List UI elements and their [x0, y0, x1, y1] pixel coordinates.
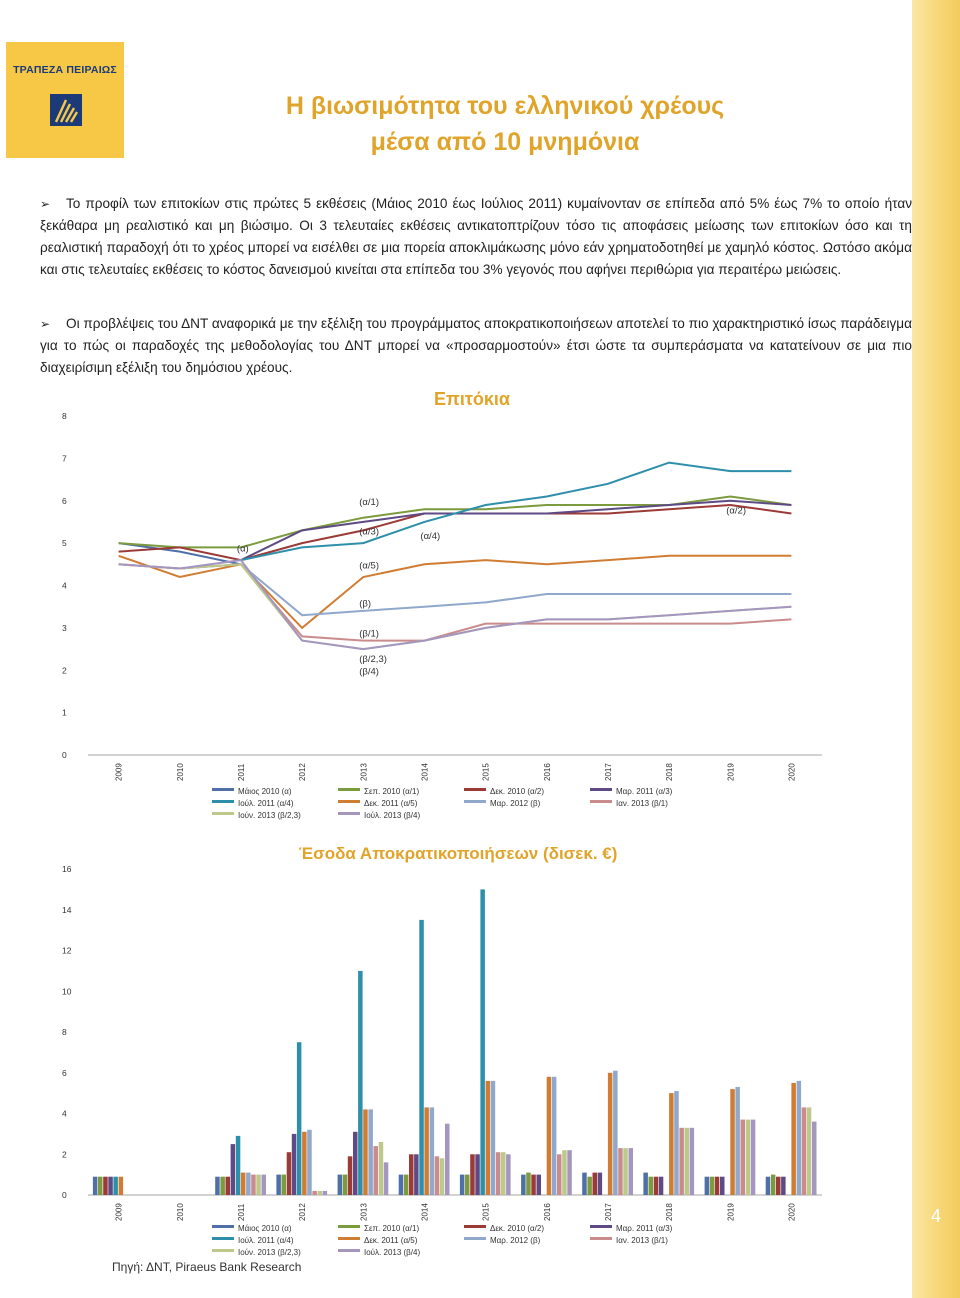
- page-number: 4: [930, 1206, 941, 1226]
- legend-label: Σεπ. 2010 (α/1): [364, 787, 420, 796]
- bar: [562, 1150, 567, 1195]
- x-tick-label: 2010: [175, 763, 185, 781]
- bar: [470, 1154, 475, 1195]
- bar: [231, 1144, 236, 1195]
- paragraph-privatisation: [40, 313, 912, 379]
- bar: [424, 1107, 429, 1195]
- bar: [766, 1177, 771, 1195]
- legend-swatch: [464, 1225, 486, 1228]
- bar: [526, 1173, 531, 1195]
- x-tick-label: 2017: [603, 763, 613, 781]
- bar: [690, 1128, 695, 1195]
- bar: [501, 1152, 506, 1195]
- line-annotation: (α/5): [359, 560, 379, 572]
- bar: [496, 1152, 501, 1195]
- legend-label: Ιούν. 2013 (β/2,3): [238, 1248, 301, 1257]
- bar: [404, 1175, 409, 1195]
- y-tick-label: 1: [62, 707, 67, 718]
- legend-swatch: [212, 800, 234, 803]
- x-tick-label: 2018: [665, 1203, 675, 1221]
- bar: [685, 1128, 690, 1195]
- y-tick-label: 12: [62, 945, 72, 956]
- bar: [776, 1177, 781, 1195]
- y-tick-label: 4: [62, 580, 67, 591]
- bar: [547, 1077, 552, 1195]
- bar: [113, 1177, 118, 1195]
- bar: [629, 1148, 634, 1195]
- bar: [802, 1107, 807, 1195]
- bar: [506, 1154, 511, 1195]
- x-tick-label: 2014: [420, 763, 430, 781]
- x-tick-label: 2018: [665, 763, 675, 781]
- bar: [552, 1077, 557, 1195]
- x-tick-label: 2016: [542, 1203, 552, 1221]
- legend-label: Μάιος 2010 (α): [238, 787, 292, 796]
- page-subtitle: μέσα από 10 μνημόνια: [370, 128, 640, 156]
- legend-label: Μαρ. 2011 (α/3): [616, 1224, 673, 1233]
- y-tick-label: 16: [62, 864, 72, 874]
- bar: [440, 1158, 445, 1195]
- y-tick-label: 6: [62, 495, 67, 506]
- bar: [236, 1136, 241, 1195]
- line-annotation: (α/3): [359, 526, 379, 538]
- bar: [246, 1173, 251, 1195]
- bar: [705, 1177, 710, 1195]
- bar: [348, 1156, 353, 1195]
- legend-label: Ιούλ. 2013 (β/4): [364, 811, 421, 820]
- x-tick-label: 2010: [175, 1203, 185, 1221]
- legend-swatch: [338, 1225, 360, 1228]
- bar: [358, 971, 363, 1195]
- bar: [781, 1177, 786, 1195]
- bar: [276, 1175, 281, 1195]
- bar: [623, 1148, 628, 1195]
- bar: [251, 1175, 256, 1195]
- legend-swatch: [338, 812, 360, 815]
- bar: [215, 1177, 220, 1195]
- legend-label: Ιούλ. 2011 (α/4): [238, 799, 294, 808]
- legend-swatch: [590, 788, 612, 791]
- bar: [93, 1177, 98, 1195]
- bank-name: ΤΡΑΠΕΖΑ ΠΕΙΡΑΙΩΣ: [13, 64, 117, 76]
- bar: [108, 1177, 113, 1195]
- line-annotation: (β/2,3): [359, 653, 387, 665]
- x-tick-label: 2017: [603, 1203, 613, 1221]
- legend-swatch: [464, 1237, 486, 1240]
- bar: [812, 1122, 817, 1195]
- bullet-arrow-icon: ➢: [40, 197, 51, 211]
- bar: [318, 1191, 323, 1195]
- legend-swatch: [590, 1225, 612, 1228]
- bar: [419, 920, 424, 1195]
- bar: [598, 1173, 603, 1195]
- legend-swatch: [338, 788, 360, 791]
- bar: [593, 1173, 598, 1195]
- bar: [475, 1154, 480, 1195]
- bar: [480, 889, 485, 1195]
- bar: [282, 1175, 287, 1195]
- bar: [435, 1156, 440, 1195]
- bar: [791, 1083, 796, 1195]
- line-annotation: (β/4): [359, 666, 379, 678]
- bullet-arrow-icon: ➢: [40, 317, 51, 331]
- line-annotation: (α/1): [359, 496, 379, 508]
- bar: [730, 1089, 735, 1195]
- x-tick-label: 2019: [726, 1203, 736, 1221]
- bar: [720, 1177, 725, 1195]
- bar: [414, 1154, 419, 1195]
- legend-swatch: [464, 788, 486, 791]
- legend-label: Μαρ. 2012 (β): [490, 1236, 541, 1245]
- bar: [226, 1177, 231, 1195]
- legend-swatch: [590, 1237, 612, 1240]
- y-tick-label: 0: [62, 1190, 67, 1200]
- bar: [256, 1175, 261, 1195]
- x-tick-label: 2013: [359, 763, 369, 781]
- logo-mark-icon: [50, 94, 82, 126]
- bar: [312, 1191, 317, 1195]
- bar: [343, 1175, 348, 1195]
- bar: [465, 1175, 470, 1195]
- bar: [384, 1162, 389, 1195]
- bank-logo: [6, 42, 124, 158]
- bar: [338, 1175, 343, 1195]
- bar: [751, 1120, 756, 1195]
- x-tick-label: 2019: [726, 763, 736, 781]
- bar: [746, 1120, 751, 1195]
- x-tick-label: 2015: [481, 763, 491, 781]
- bar: [618, 1148, 623, 1195]
- legend-label: Δεκ. 2010 (α/2): [490, 1224, 544, 1233]
- bar: [409, 1154, 414, 1195]
- legend-label: Μαρ. 2011 (α/3): [616, 787, 673, 796]
- bar: [297, 1042, 302, 1195]
- legend-swatch: [212, 1237, 234, 1240]
- bar: [430, 1107, 435, 1195]
- bar: [307, 1130, 312, 1195]
- series-line: [241, 501, 792, 560]
- y-tick-label: 8: [62, 411, 67, 421]
- bar: [807, 1107, 812, 1195]
- bar: [669, 1093, 674, 1195]
- y-tick-label: 6: [62, 1067, 67, 1078]
- bar: [292, 1134, 297, 1195]
- series-line: [119, 564, 792, 640]
- legend-swatch: [212, 1225, 234, 1228]
- bar: [287, 1152, 292, 1195]
- legend-label: Ιούλ. 2013 (β/4): [364, 1248, 421, 1257]
- bar: [679, 1128, 684, 1195]
- bar: [220, 1177, 225, 1195]
- bar: [491, 1081, 496, 1195]
- y-tick-label: 2: [62, 1149, 67, 1160]
- y-tick-label: 0: [62, 750, 67, 760]
- series-line: [119, 564, 792, 649]
- bar: [531, 1175, 536, 1195]
- bar: [486, 1081, 491, 1195]
- legend-swatch: [212, 812, 234, 815]
- line-annotation: (α/4): [420, 530, 441, 542]
- legend-label: Μάιος 2010 (α): [238, 1224, 292, 1233]
- x-tick-label: 2014: [420, 1203, 430, 1221]
- side-band: [912, 0, 960, 1298]
- x-tick-label: 2020: [787, 763, 797, 781]
- x-tick-label: 2011: [236, 763, 246, 781]
- y-tick-label: 7: [62, 453, 67, 464]
- bar: [323, 1191, 328, 1195]
- bar: [608, 1073, 613, 1195]
- bar: [659, 1177, 664, 1195]
- x-tick-label: 2009: [114, 763, 124, 781]
- bar: [521, 1175, 526, 1195]
- bar: [302, 1132, 307, 1195]
- legend-swatch: [212, 788, 234, 791]
- legend-swatch: [338, 1249, 360, 1252]
- y-tick-label: 14: [62, 904, 72, 915]
- y-tick-label: 3: [62, 622, 67, 633]
- bar: [445, 1124, 450, 1195]
- bar: [399, 1175, 404, 1195]
- bar: [797, 1081, 802, 1195]
- bar: [567, 1150, 572, 1195]
- bar: [460, 1175, 465, 1195]
- privatisation-revenue-chart: [40, 838, 830, 1258]
- x-tick-label: 2015: [481, 1203, 491, 1221]
- x-tick-label: 2016: [542, 763, 552, 781]
- bar: [771, 1175, 776, 1195]
- bar: [241, 1173, 246, 1195]
- line-annotation: (β): [359, 598, 372, 610]
- series-line: [119, 564, 792, 615]
- bar: [557, 1154, 562, 1195]
- paragraph-text: Οι προβλέψεις του ΔΝΤ αναφορικά με την εξέλιξη του προγράμματος αποκρατικοποιήσεων αποτελεί το πιο χαρακτηριστικό ίσως παράδειγμα για το πώς οι παραδοχές της μεθοδολογίας του ΔΝΤ μπορεί να «προσαρμοστούν» έτσι ώστε τα συμπεράσματα να κατατείνουν σε μια πιο διαχειρίσιμη εξέλιξη του δημόσιου χρέους.: [40, 316, 912, 375]
- line-annotation: (α): [236, 543, 249, 555]
- bar: [363, 1109, 368, 1195]
- bar: [368, 1109, 373, 1195]
- bar: [741, 1120, 746, 1195]
- legend-label: Δεκ. 2011 (α/5): [364, 1236, 418, 1245]
- legend-label: Ιαν. 2013 (β/1): [616, 799, 668, 808]
- chart-title: Επιτόκια: [434, 389, 510, 409]
- x-tick-label: 2013: [359, 1203, 369, 1221]
- bar: [643, 1173, 648, 1195]
- bar: [119, 1177, 124, 1195]
- legend-label: Ιούλ. 2011 (α/4): [238, 1236, 294, 1245]
- x-tick-label: 2009: [114, 1203, 124, 1221]
- bar: [353, 1132, 358, 1195]
- series-line: [241, 463, 792, 560]
- bar: [649, 1177, 654, 1195]
- legend-swatch: [338, 1237, 360, 1240]
- line-annotation: (α/2): [726, 505, 746, 517]
- legend-label: Σεπ. 2010 (α/1): [364, 1224, 420, 1233]
- chart-title: Έσοδα Αποκρατικοποιήσεων (δισεκ. €): [298, 844, 618, 863]
- page-title: Η βιωσιμότητα του ελληνικού χρέους: [285, 92, 725, 120]
- bar: [103, 1177, 108, 1195]
- bar: [587, 1177, 592, 1195]
- x-tick-label: 2011: [236, 1203, 246, 1221]
- y-tick-label: 2: [62, 665, 67, 676]
- source-note: Πηγή: ΔΝΤ, Piraeus Bank Research: [112, 1260, 302, 1274]
- bar: [98, 1177, 103, 1195]
- bar: [715, 1177, 720, 1195]
- y-tick-label: 5: [62, 538, 67, 549]
- paragraph-text: Το προφίλ των επιτοκίων στις πρώτες 5 εκθέσεις (Μάιος 2010 έως Ιούλιος 2011) κυμαίνονταν σε επίπεδα από 5% έως 7% το οποίο ήταν ξεκάθαρα μη ρεαλιστικό και μη βιώσιμο. Οι 3 τελευταίες εκθέσεις αντικατοπτρίζουν τόσο τις αποφάσεις μείωσης των επιτοκίων όσο και τη ρεαλιστική παραδοχή ότι το χρέος μπορεί να εισέλθει σε μια πορεία αποκλιμάκωσης μόνο εάν χρηματοδοτηθεί με χαμηλό κόστος. Ωστόσο ακόμα και στις τελευταίες εκθέσεις το κόστος δανεισμού κινείται στα επίπεδα του 3% γεγονός που αφήνει περιθώρια για περαιτέρω μειώσεις.: [40, 196, 912, 277]
- bar: [374, 1146, 379, 1195]
- legend-label: Μαρ. 2012 (β): [490, 799, 541, 808]
- bar: [582, 1173, 587, 1195]
- bar: [379, 1142, 384, 1195]
- bar: [262, 1175, 267, 1195]
- x-tick-label: 2020: [787, 1203, 797, 1221]
- y-tick-label: 10: [62, 986, 72, 997]
- x-tick-label: 2012: [298, 763, 308, 781]
- bar: [674, 1091, 679, 1195]
- legend-label: Δεκ. 2010 (α/2): [490, 787, 544, 796]
- legend-label: Δεκ. 2011 (α/5): [364, 799, 418, 808]
- interest-rates-chart: [40, 385, 830, 827]
- legend-swatch: [212, 1249, 234, 1252]
- bar: [654, 1177, 659, 1195]
- bar: [710, 1177, 715, 1195]
- line-annotation: (β/1): [359, 628, 379, 640]
- legend-label: Ιαν. 2013 (β/1): [616, 1236, 668, 1245]
- x-tick-label: 2012: [298, 1203, 308, 1221]
- bar: [735, 1087, 740, 1195]
- y-tick-label: 8: [62, 1027, 67, 1037]
- legend-swatch: [338, 800, 360, 803]
- bar: [537, 1175, 542, 1195]
- legend-swatch: [464, 800, 486, 803]
- legend-swatch: [590, 800, 612, 803]
- y-tick-label: 4: [62, 1108, 67, 1119]
- legend-label: Ιούν. 2013 (β/2,3): [238, 811, 301, 820]
- paragraph-rates: [40, 193, 912, 281]
- bar: [613, 1071, 618, 1195]
